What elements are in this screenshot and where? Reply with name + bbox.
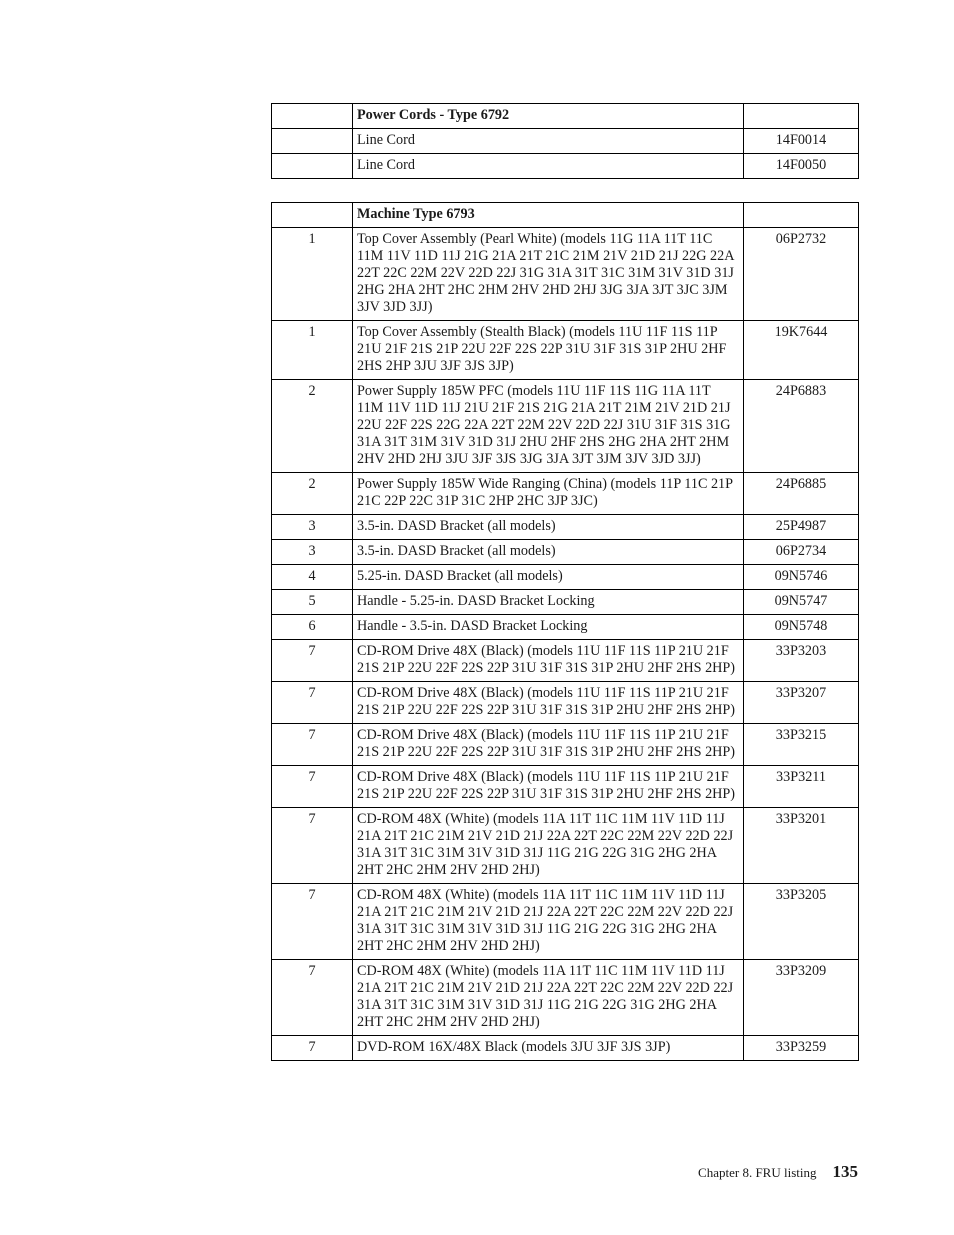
part-number-cell: 33P3215 — [744, 724, 859, 766]
part-number-cell: 14F0050 — [744, 154, 859, 179]
index-cell: 2 — [272, 380, 353, 473]
index-cell: 7 — [272, 960, 353, 1036]
part-number-cell — [744, 203, 859, 228]
description-cell: CD-ROM Drive 48X (Black) (models 11U 11F 11S 11P 21U 21F 21S 21P 22U 22F 22S 22P 31U 31F 31S 31P 2HU 2HF 2HS 2HP) — [353, 766, 744, 808]
part-number-cell: 09N5748 — [744, 615, 859, 640]
table-row — [272, 724, 859, 766]
description-cell: Power Supply 185W Wide Ranging (China) (models 11P 11C 21P 21C 22P 22C 31P 31C 2HP 2HC 3JP 3JC) — [353, 473, 744, 515]
index-cell: 7 — [272, 640, 353, 682]
power-cords-table-body — [272, 104, 859, 179]
description-cell: Power Supply 185W PFC (models 11U 11F 11S 11G 11A 11T 11M 11V 11D 11J 21U 21F 21S 21G 21A 21T 21M 21V 21D 21J 22U 22F 22S 22G 22A 22T 22M 22V 22D 22J 31U 31F 31S 31G 31A 31T 31M 31V 31D 31J 2HU 2HF 2HS 2HG 2HA 2HT 2HM 2HV 2HD 2HJ 3JU 3JF 3JS 3JG 3JA 3JT 3JM 3JV 3JD 3JJ) — [353, 380, 744, 473]
part-number-cell: 24P6885 — [744, 473, 859, 515]
table-row — [272, 766, 859, 808]
part-number-cell: 33P3205 — [744, 884, 859, 960]
description-cell: Top Cover Assembly (Stealth Black) (models 11U 11F 11S 11P 21U 21F 21S 21P 22U 22F 22S 22P 31U 31F 31S 31P 2HU 2HF 2HS 2HP 3JU 3JF 3JS 3JP) — [353, 321, 744, 380]
page-number: 135 — [832, 1162, 858, 1181]
machine-type-table — [271, 202, 859, 1061]
index-cell: 7 — [272, 1036, 353, 1061]
index-cell: 4 — [272, 565, 353, 590]
description-cell: 3.5-in. DASD Bracket (all models) — [353, 515, 744, 540]
part-number-cell: 06P2734 — [744, 540, 859, 565]
part-number-cell: 33P3207 — [744, 682, 859, 724]
part-number-cell — [744, 104, 859, 129]
chapter-title: Chapter 8. FRU listing — [698, 1165, 817, 1180]
part-number-cell: 33P3203 — [744, 640, 859, 682]
part-number-cell: 09N5747 — [744, 590, 859, 615]
index-cell: 2 — [272, 473, 353, 515]
index-cell: 1 — [272, 228, 353, 321]
index-cell: 6 — [272, 615, 353, 640]
description-cell: CD-ROM 48X (White) (models 11A 11T 11C 11M 11V 11D 11J 21A 21T 21C 21M 21V 21D 21J 22A 22T 22C 22M 22V 22D 22J 31A 31T 31C 31M 31V 31D 31J 11G 21G 22G 31G 2HG 2HA 2HT 2HC 2HM 2HV 2HD 2HJ) — [353, 884, 744, 960]
description-cell: CD-ROM Drive 48X (Black) (models 11U 11F 11S 11P 21U 21F 21S 21P 22U 22F 22S 22P 31U 31F 31S 31P 2HU 2HF 2HS 2HP) — [353, 682, 744, 724]
table-row — [272, 884, 859, 960]
page-footer — [698, 1162, 858, 1182]
index-cell: 7 — [272, 808, 353, 884]
index-cell: 3 — [272, 540, 353, 565]
table-row — [272, 615, 859, 640]
table-row — [272, 129, 859, 154]
description-cell: Handle - 5.25-in. DASD Bracket Locking — [353, 590, 744, 615]
part-number-cell: 25P4987 — [744, 515, 859, 540]
description-cell: Line Cord — [353, 129, 744, 154]
table-row — [272, 808, 859, 884]
index-cell: 3 — [272, 515, 353, 540]
part-number-cell: 14F0014 — [744, 129, 859, 154]
table-row — [272, 565, 859, 590]
description-cell: CD-ROM 48X (White) (models 11A 11T 11C 11M 11V 11D 11J 21A 21T 21C 21M 21V 21D 21J 22A 22T 22C 22M 22V 22D 22J 31A 31T 31C 31M 31V 31D 31J 11G 21G 22G 31G 2HG 2HA 2HT 2HC 2HM 2HV 2HD 2HJ) — [353, 960, 744, 1036]
description-cell: Line Cord — [353, 154, 744, 179]
index-cell: 7 — [272, 724, 353, 766]
table-row — [272, 154, 859, 179]
part-number-cell: 33P3201 — [744, 808, 859, 884]
table-row — [272, 380, 859, 473]
description-cell: CD-ROM 48X (White) (models 11A 11T 11C 11M 11V 11D 11J 21A 21T 21C 21M 21V 21D 21J 22A 22T 22C 22M 22V 22D 22J 31A 31T 31C 31M 31V 31D 31J 11G 21G 22G 31G 2HG 2HA 2HT 2HC 2HM 2HV 2HD 2HJ) — [353, 808, 744, 884]
table-row — [272, 228, 859, 321]
part-number-cell: 33P3209 — [744, 960, 859, 1036]
description-cell: Handle - 3.5-in. DASD Bracket Locking — [353, 615, 744, 640]
index-cell: 7 — [272, 884, 353, 960]
part-number-cell: 24P6883 — [744, 380, 859, 473]
table-row — [272, 590, 859, 615]
description-cell: Machine Type 6793 — [353, 203, 744, 228]
index-cell — [272, 104, 353, 129]
table-row — [272, 1036, 859, 1061]
table-header-row — [272, 104, 859, 129]
table-header-row — [272, 203, 859, 228]
description-cell: Top Cover Assembly (Pearl White) (models 11G 11A 11T 11C 11M 11V 11D 11J 21G 21A 21T 21C 21M 21V 21D 21J 22G 22A 22T 22C 22M 22V 22D 22J 31G 31A 31T 31C 31M 31V 31D 31J 2HG 2HA 2HT 2HC 2HM 2HV 2HD 2HJ 3JG 3JA 3JT 3JC 3JM 3JV 3JD 3JJ) — [353, 228, 744, 321]
description-cell: CD-ROM Drive 48X (Black) (models 11U 11F 11S 11P 21U 21F 21S 21P 22U 22F 22S 22P 31U 31F 31S 31P 2HU 2HF 2HS 2HP) — [353, 640, 744, 682]
index-cell: 1 — [272, 321, 353, 380]
table-row — [272, 960, 859, 1036]
index-cell: 7 — [272, 766, 353, 808]
table-row — [272, 540, 859, 565]
machine-type-table-body — [272, 203, 859, 1061]
part-number-cell: 33P3211 — [744, 766, 859, 808]
index-cell — [272, 154, 353, 179]
description-cell: Power Cords - Type 6792 — [353, 104, 744, 129]
description-cell: 5.25-in. DASD Bracket (all models) — [353, 565, 744, 590]
index-cell — [272, 203, 353, 228]
description-cell: DVD-ROM 16X/48X Black (models 3JU 3JF 3JS 3JP) — [353, 1036, 744, 1061]
table-row — [272, 473, 859, 515]
table-row — [272, 640, 859, 682]
part-number-cell: 09N5746 — [744, 565, 859, 590]
part-number-cell: 33P3259 — [744, 1036, 859, 1061]
table-row — [272, 321, 859, 380]
table-row — [272, 682, 859, 724]
index-cell: 5 — [272, 590, 353, 615]
part-number-cell: 19K7644 — [744, 321, 859, 380]
power-cords-table — [271, 103, 859, 179]
table-row — [272, 515, 859, 540]
index-cell — [272, 129, 353, 154]
description-cell: 3.5-in. DASD Bracket (all models) — [353, 540, 744, 565]
index-cell: 7 — [272, 682, 353, 724]
description-cell: CD-ROM Drive 48X (Black) (models 11U 11F 11S 11P 21U 21F 21S 21P 22U 22F 22S 22P 31U 31F 31S 31P 2HU 2HF 2HS 2HP) — [353, 724, 744, 766]
part-number-cell: 06P2732 — [744, 228, 859, 321]
